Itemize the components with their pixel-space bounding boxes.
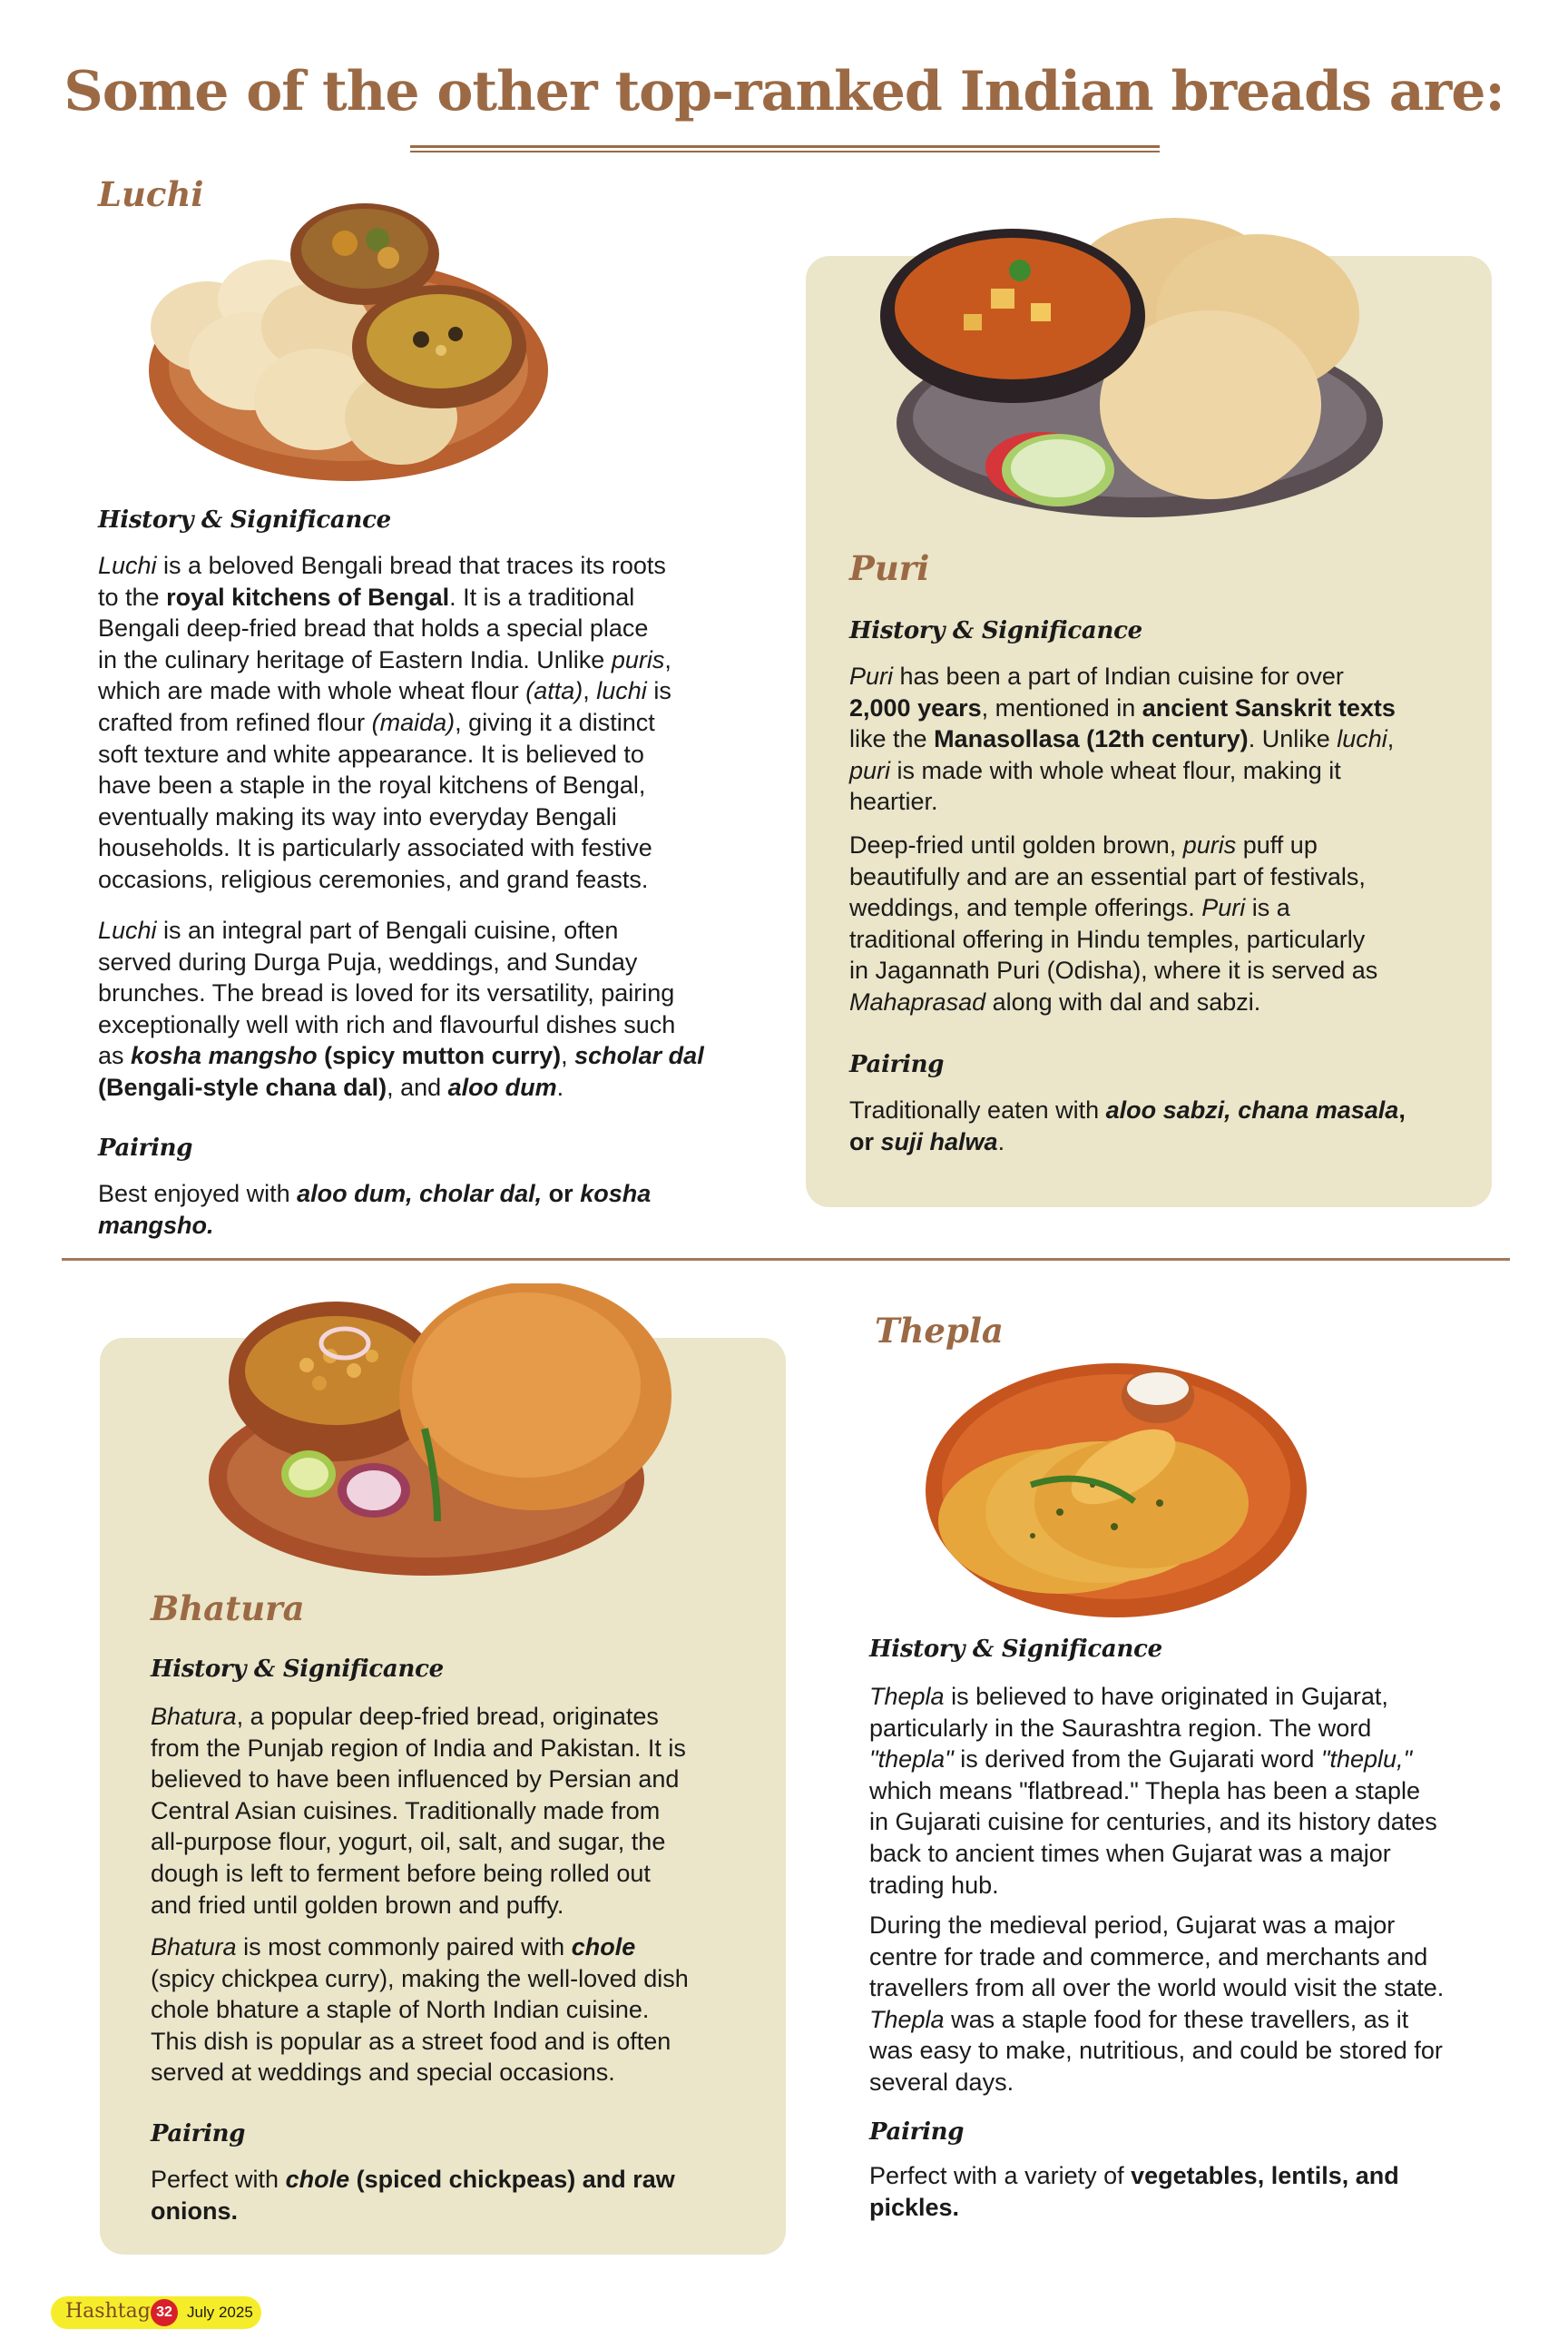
text-line: chole bhature a staple of North Indian cuisine. (151, 1996, 650, 2024)
text-line: which means "flatbread." Thepla has been a staple (869, 1776, 1421, 1804)
text-line: centre for trade and commerce, and merchants and (869, 1942, 1428, 1970)
text-line: Mahaprasad along with dal and sabzi. (849, 988, 1261, 1016)
text-line: in the culinary heritage of Eastern India. Unlike puris, (98, 645, 671, 673)
text-line: (Bengali-style chana dal), and aloo dum. (98, 1073, 564, 1101)
text-line: puri is made with whole wheat flour, making it (849, 756, 1341, 784)
thepla-title: Thepla (875, 1311, 1004, 1351)
page-number-badge: 32 (151, 2299, 178, 2326)
text-line: back to ancient times when Gujarat was a major (869, 1839, 1391, 1867)
text-line: Puri has been a part of Indian cuisine for over (849, 663, 1344, 690)
text-line: several days. (869, 2068, 1014, 2096)
text-line: like the Manasollasa (12th century). Unlike luchi, (849, 725, 1395, 753)
bhatura-history-heading: History & Significance (151, 1656, 444, 1683)
luchi-pairing-text (98, 1178, 651, 1241)
thepla-pairing-text (869, 2160, 1399, 2223)
thepla-pairing-heading: Pairing (869, 2118, 965, 2146)
text-line: Bhatura is most commonly paired with chole (151, 1933, 636, 1960)
puri-history-para-1 (849, 661, 1396, 818)
text-line: Traditionally eaten with aloo sabzi, chana masala, (849, 1096, 1406, 1124)
text-line: 2,000 years, mentioned in ancient Sanskrit texts (849, 693, 1396, 722)
text-line: in Gujarati cuisine for centuries, and its history dates (869, 1808, 1437, 1836)
text-line: eventually making its way into everyday Bengali (98, 802, 617, 830)
luchi-history-heading: History & Significance (98, 506, 391, 534)
text-line: Perfect with a variety of vegetables, lentils, and (869, 2162, 1399, 2189)
text-line: trading hub. (869, 1871, 999, 1899)
text-line: crafted from refined flour (maida), giving it a distinct (98, 708, 655, 736)
text-line: from the Punjab region of India and Pakistan. It is (151, 1734, 686, 1762)
text-line: Luchi is a beloved Bengali bread that traces its roots (98, 552, 666, 579)
bhatura-history-para-1 (151, 1701, 686, 1921)
text-line: Perfect with chole (spiced chickpeas) and raw (151, 2166, 675, 2193)
bhatura-title: Bhatura (151, 1588, 305, 1628)
text-line: have been a staple in the royal kitchens of Bengal, (98, 771, 646, 800)
text-line: This dish is popular as a street food and is often (151, 2027, 671, 2055)
bhatura-photo (200, 1283, 681, 1583)
luchi-title: Luchi (98, 174, 204, 214)
text-line: Bhatura, a popular deep-fried bread, originates (151, 1703, 659, 1730)
text-line: During the medieval period, Gujarat was a major (869, 1911, 1396, 1939)
text-line: (spicy chickpea curry), making the well-loved dish (151, 1964, 689, 1992)
text-line: beautifully and are an essential part of festivals, (849, 862, 1366, 890)
text-line: soft texture and white appearance. It is believed to (98, 740, 644, 768)
text-line: as kosha mangsho (spicy mutton curry), scholar dal (98, 1042, 704, 1070)
text-line: to the royal kitchens of Bengal. It is a traditional (98, 583, 635, 611)
page-title: Some of the other top-ranked Indian breads are: (64, 60, 1504, 123)
text-line: dough is left to ferment before being rolled out (151, 1859, 651, 1887)
text-line: Deep-fried until golden brown, puris puff up (849, 831, 1318, 859)
luchi-photo (143, 191, 548, 481)
text-line: travellers from all over the world would visit the state. (869, 1974, 1445, 2002)
text-line: exceptionally well with rich and flavourful dishes such (98, 1010, 676, 1038)
text-line: onions. (151, 2196, 238, 2225)
text-line: pickles. (869, 2193, 960, 2221)
text-line: believed to have been influenced by Persian and (151, 1765, 680, 1793)
text-line: brunches. The bread is loved for its versatility, pairing (98, 979, 675, 1007)
text-line: and fried until golden brown and puffy. (151, 1891, 564, 1919)
text-line: households. It is particularly associated with festive (98, 834, 652, 862)
text-line: Thepla is believed to have originated in Gujarat, (869, 1683, 1388, 1710)
text-line: heartier. (849, 788, 938, 816)
text-line: Central Asian cuisines. Traditionally made from (151, 1796, 661, 1824)
text-line: or suji halwa. (849, 1127, 1005, 1155)
text-line: all-purpose flour, yogurt, oil, salt, and sugar, the (151, 1828, 666, 1856)
puri-history-para-2 (849, 830, 1377, 1018)
thepla-history-heading: History & Significance (869, 1636, 1162, 1663)
puri-history-heading: History & Significance (849, 617, 1142, 644)
bhatura-pairing-heading: Pairing (151, 2120, 246, 2147)
section-divider (62, 1258, 1510, 1261)
text-line: "thepla" is derived from the Gujarati word "theplu," (869, 1745, 1413, 1774)
puri-photo (877, 214, 1385, 523)
text-line: weddings, and temple offerings. Puri is a (849, 894, 1290, 922)
thepla-history-para-2 (869, 1910, 1444, 2098)
title-underline (410, 145, 1160, 153)
text-line: Bengali deep-fried bread that holds a special place (98, 614, 649, 643)
text-line: was easy to make, nutritious, and could be stored for (869, 2037, 1443, 2065)
puri-pairing-text (849, 1095, 1406, 1157)
footer-brand-logo: Hashtag (65, 2300, 151, 2323)
text-line: Luchi is an integral part of Bengali cuisine, often (98, 917, 619, 944)
text-line: Best enjoyed with aloo dum, cholar dal, or kosha (98, 1180, 652, 1207)
text-line: which are made with whole wheat flour (atta), luchi is (98, 677, 671, 705)
thepla-history-para-1 (869, 1681, 1437, 1901)
text-line: Thepla was a staple food for these travellers, as it (869, 2005, 1409, 2033)
luchi-history-para-1 (98, 550, 671, 896)
luchi-pairing-heading: Pairing (98, 1135, 193, 1162)
thepla-photo (924, 1349, 1308, 1621)
text-line: mangsho. (98, 1211, 214, 1239)
text-line: served at weddings and special occasions. (151, 2059, 615, 2087)
text-line: traditional offering in Hindu temples, particularly (849, 925, 1366, 953)
text-line: served during Durga Puja, weddings, and Sunday (98, 948, 638, 976)
bhatura-pairing-text (151, 2164, 675, 2226)
issue-date: July 2025 (187, 2304, 253, 2321)
puri-title: Puri (849, 548, 930, 588)
text-line: particularly in the Saurashtra region. The word (869, 1714, 1372, 1742)
bhatura-history-para-2 (151, 1931, 689, 2088)
text-line: occasions, religious ceremonies, and grand feasts. (98, 865, 649, 893)
text-line: in Jagannath Puri (Odisha), where it is served as (849, 957, 1378, 985)
luchi-history-para-2 (98, 915, 704, 1104)
puri-pairing-heading: Pairing (849, 1051, 945, 1078)
